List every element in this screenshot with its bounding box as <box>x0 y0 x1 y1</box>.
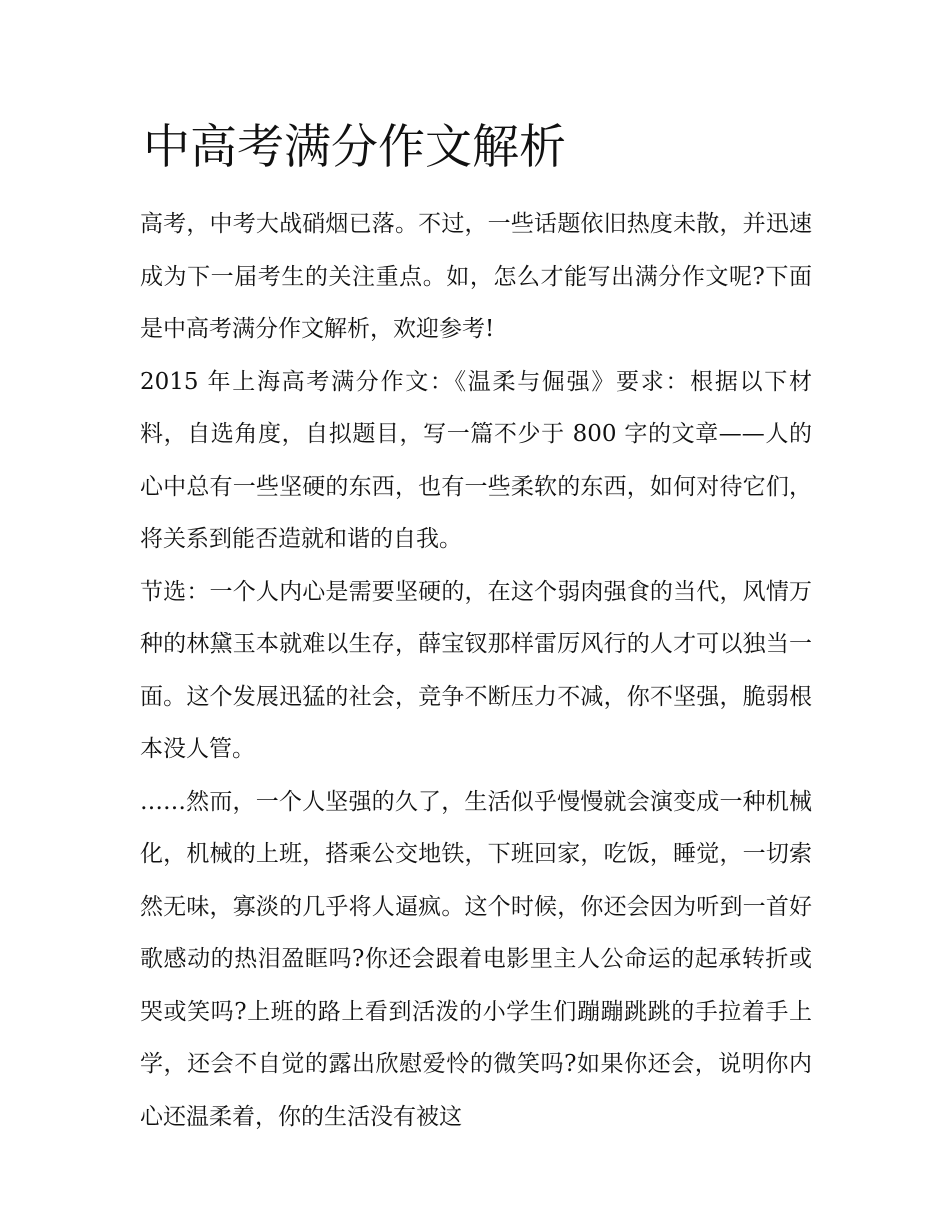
paragraph-continuation: ……然而，一个人坚强的久了，生活似乎慢慢就会演变成一种机械化，机械的上班，搭乘公交地铁，下班回家，吃饭，睡觉，一切索然无味，寡淡的几乎将人逼疯。这个时候，你还会因为听到一首好歌感动的热泪盈眶吗?你还会跟着电影里主人公命运的起承转折或哭或笑吗?上班的路上看到活泼的小学生们蹦蹦跳跳的手拉着手上学，还会不自觉的露出欣慰爱怜的微笑吗?如果你还会，说明你内心还温柔着，你的生活没有被这 <box>140 788 812 1130</box>
paragraph-intro: 高考，中考大战硝烟已落。不过，一些话题依旧热度未散，并迅速成为下一届考生的关注重点。如，怎么才能写出满分作文呢?下面是中高考满分作文解析，欢迎参考! <box>140 211 812 342</box>
paragraph-excerpt: 节选：一个人内心是需要坚硬的，在这个弱肉强食的当代，风情万种的林黛玉本就难以生存，薛宝钗那样雷厉风行的人才可以独当一面。这个发展迅猛的社会，竞争不断压力不减，你不坚强，脆弱根本没人管。 <box>140 578 812 762</box>
paragraph-exam-prompt: 2015 年上海高考满分作文：《温柔与倔强》要求：根据以下材料，自选角度，自拟题目，写一篇不少于 800 字的文章——人的心中总有一些坚硬的东西，也有一些柔软的东西，如何对待它们，将关系到能否造就和谐的自我。 <box>140 368 812 552</box>
document-body <box>140 198 812 1143</box>
document-title: 中高考满分作文解析 <box>143 120 566 175</box>
